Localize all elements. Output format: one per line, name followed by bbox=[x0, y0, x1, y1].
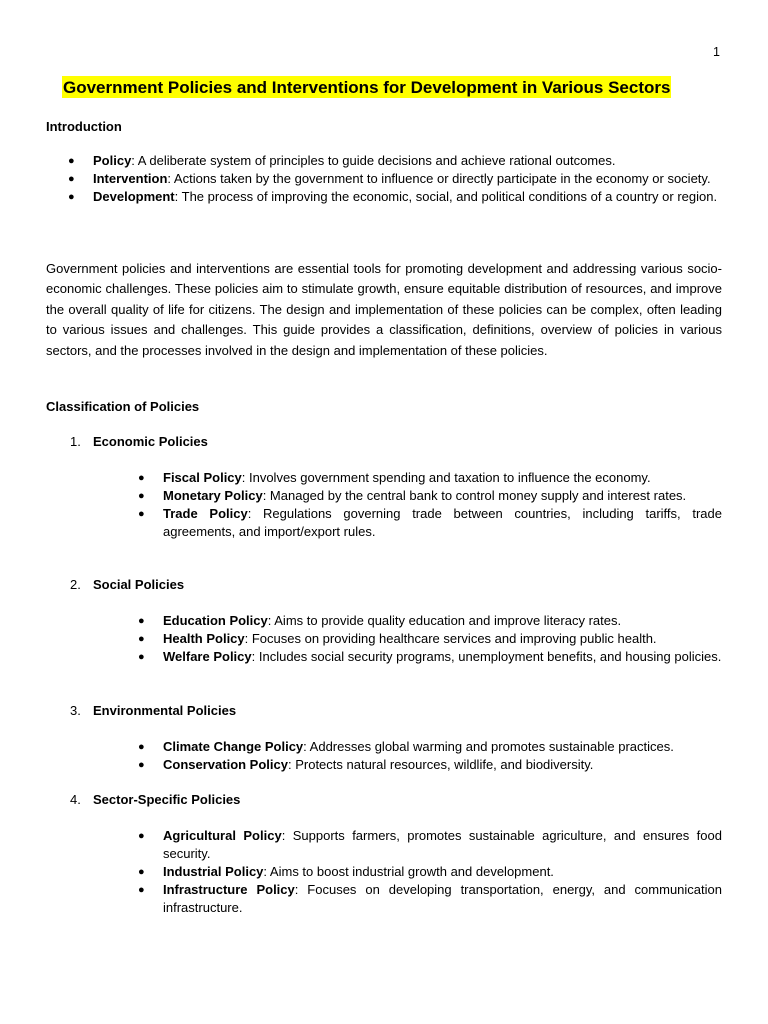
list-item bbox=[46, 881, 722, 917]
policy-term: Education Policy bbox=[163, 613, 268, 628]
policy-list bbox=[46, 469, 722, 541]
category-economic bbox=[46, 433, 722, 541]
classification-heading: Classification of Policies bbox=[46, 399, 200, 414]
category-title-text: Environmental Policies bbox=[93, 703, 237, 718]
policy-list bbox=[46, 738, 722, 774]
category-title bbox=[46, 791, 722, 809]
list-item bbox=[46, 756, 722, 774]
list-item bbox=[46, 170, 722, 188]
category-number: 4. bbox=[70, 792, 81, 807]
category-number: 1. bbox=[70, 434, 81, 449]
definition-term: Intervention bbox=[93, 171, 168, 186]
policy-text: : Managed by the central bank to control money supply and interest rates. bbox=[262, 488, 687, 503]
definition-text: : The process of improving the economic, social, and political conditions of a country or region. bbox=[174, 189, 718, 204]
definition-term: Development bbox=[93, 189, 175, 204]
bullet-icon: ● bbox=[138, 651, 145, 663]
policy-list bbox=[46, 827, 722, 917]
list-item bbox=[46, 863, 722, 881]
policy-term: Monetary Policy bbox=[163, 488, 263, 503]
definition-term: Policy bbox=[93, 153, 132, 168]
policy-text: : Protects natural resources, wildlife, and biodiversity. bbox=[287, 757, 594, 772]
page-number: 1 bbox=[713, 45, 720, 59]
bullet-icon: ● bbox=[68, 173, 75, 185]
bullet-icon: ● bbox=[138, 741, 145, 753]
policy-text: : Focuses on providing healthcare services and improving public health. bbox=[244, 631, 657, 646]
policy-text: : Aims to provide quality education and improve literacy rates. bbox=[267, 613, 622, 628]
policy-text: : Focuses on developing transportation, energy, and communication infrastructure. bbox=[163, 882, 722, 915]
list-item bbox=[46, 827, 722, 863]
bullet-icon: ● bbox=[138, 884, 145, 896]
list-item bbox=[46, 738, 722, 756]
list-item bbox=[46, 469, 722, 487]
policy-text: : Involves government spending and taxation to influence the economy. bbox=[241, 470, 651, 485]
policy-text: : Includes social security programs, unemployment benefits, and housing policies. bbox=[251, 649, 722, 664]
category-title bbox=[46, 433, 722, 451]
definition-text: : A deliberate system of principles to guide decisions and achieve rational outcomes. bbox=[131, 153, 616, 168]
bullet-icon: ● bbox=[138, 615, 145, 627]
bullet-icon: ● bbox=[138, 633, 145, 645]
list-item bbox=[46, 188, 722, 206]
bullet-icon: ● bbox=[138, 472, 145, 484]
category-social bbox=[46, 576, 722, 666]
category-title-text: Economic Policies bbox=[93, 434, 208, 449]
category-number: 3. bbox=[70, 703, 81, 718]
list-item bbox=[46, 505, 722, 541]
bullet-icon: ● bbox=[138, 866, 145, 878]
bullet-icon: ● bbox=[138, 508, 145, 520]
policy-term: Fiscal Policy bbox=[163, 470, 242, 485]
document-title-wrap bbox=[62, 76, 671, 98]
policy-list bbox=[46, 612, 722, 666]
category-environmental bbox=[46, 702, 722, 774]
category-number: 2. bbox=[70, 577, 81, 592]
policy-term: Industrial Policy bbox=[163, 864, 264, 879]
bullet-icon: ● bbox=[68, 191, 75, 203]
category-title-text: Sector-Specific Policies bbox=[93, 792, 241, 807]
introduction-paragraph: Government policies and interventions are essential tools for promoting development and addressing various socio-economic challenges. These policies aim to stimulate growth, ensure equitable distribution of resources, and improve the overall quality of life for citizens. The design and implementation of these policies can be complex, often leading to various issues and challenges. This guide provides a classification, definitions, overview of policies in various sectors, and the processes involved in the design and implementation of these policies. bbox=[46, 261, 722, 358]
definition-list bbox=[46, 152, 722, 206]
list-item bbox=[46, 648, 722, 666]
introduction-heading: Introduction bbox=[46, 119, 122, 134]
bullet-icon: ● bbox=[138, 490, 145, 502]
policy-text: : Addresses global warming and promotes sustainable practices. bbox=[303, 739, 674, 754]
policy-text: : Aims to boost industrial growth and development. bbox=[263, 864, 554, 879]
category-title bbox=[46, 576, 722, 594]
definition-text: : Actions taken by the government to influence or directly participate in the economy or society. bbox=[167, 171, 711, 186]
list-item bbox=[46, 152, 722, 170]
policy-term: Trade Policy bbox=[163, 506, 248, 521]
category-title bbox=[46, 702, 722, 720]
policy-term: Infrastructure Policy bbox=[163, 882, 295, 897]
list-item bbox=[46, 612, 722, 630]
policy-term: Agricultural Policy bbox=[163, 828, 282, 843]
bullet-icon: ● bbox=[68, 155, 75, 167]
category-sector-specific bbox=[46, 791, 722, 917]
policy-term: Health Policy bbox=[163, 631, 245, 646]
list-item bbox=[46, 630, 722, 648]
policy-term: Welfare Policy bbox=[163, 649, 252, 664]
policy-text: : Regulations governing trade between countries, including tariffs, trade agreements, and import/export rules. bbox=[163, 506, 723, 539]
policy-term: Climate Change Policy bbox=[163, 739, 304, 754]
bullet-icon: ● bbox=[138, 830, 145, 842]
policy-text: : Supports farmers, promotes sustainable agriculture, and ensures food security. bbox=[163, 828, 722, 861]
list-item bbox=[46, 487, 722, 505]
document-title: Government Policies and Interventions for Development in Various Sectors bbox=[63, 78, 671, 97]
policy-term: Conservation Policy bbox=[163, 757, 288, 772]
bullet-icon: ● bbox=[138, 759, 145, 771]
category-title-text: Social Policies bbox=[93, 577, 185, 592]
